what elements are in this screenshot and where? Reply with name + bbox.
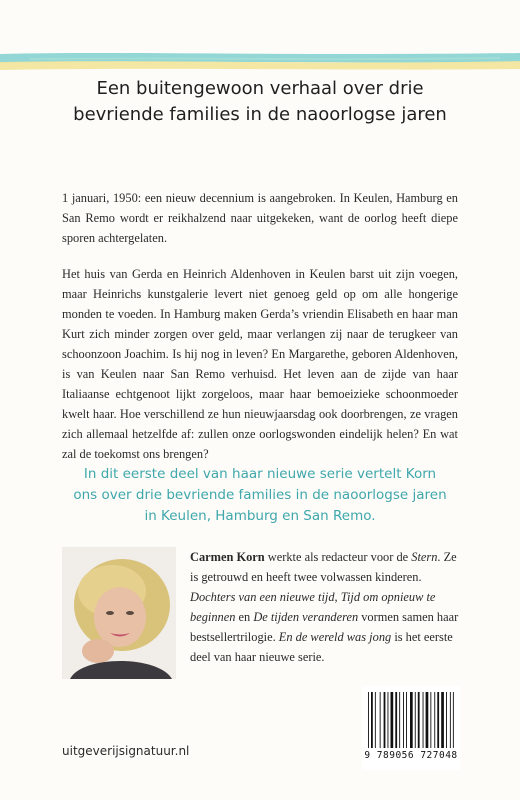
- book-title-1: Dochters van een nieuwe tijd: [190, 590, 335, 604]
- magazine-title: Stern: [411, 550, 438, 564]
- tagline: [40, 76, 480, 128]
- author-bio-text: . Ze is getrouwd en heeft twee volwassen kinderen.: [190, 550, 457, 584]
- book-title-2: Tijd om opnieuw te beginnen: [190, 590, 436, 624]
- barcode-bar: [437, 692, 439, 748]
- barcode-bar: [388, 692, 389, 748]
- book-title-4: En de wereld was jong: [278, 630, 392, 644]
- barcode-bar: [371, 692, 373, 748]
- callout-line-1: In dit eerste deel van haar nieuwe serie vertelt Korn: [83, 466, 437, 482]
- isbn-number: 9 789056 727048: [362, 750, 460, 761]
- barcode-bar: [375, 692, 376, 748]
- barcode-bar: [446, 692, 447, 748]
- barcode-bar: [434, 692, 435, 748]
- book-title-3: De tijden veranderen: [253, 610, 359, 624]
- author-name: Carmen Korn: [190, 550, 265, 564]
- barcode-bar: [403, 692, 404, 748]
- barcode-bar: [441, 692, 444, 748]
- barcode-bar: [423, 692, 424, 748]
- author-photo: [62, 547, 176, 679]
- blurb-paragraph-2: Het huis van Gerda en Heinrich Aldenhoven in Keulen barst uit zijn voegen, maar Heinrichs kunstgalerie levert niet genoeg geld op om alle hongerige monden te voeden. In Hamburg maken Gerda’s vriendin Elisabeth en haar man Kurt zich minder zorgen over geld, maar verlangen zij naar de terugkeer van schoonzoon Joachim. Is hij nog in leven? En Margarethe, geboren Aldenhoven, is van Keulen naar San Remo verhuisd. Het leven aan de zijde van haar Italiaanse echtgenoot lijkt zorgeloos, maar haar bemoeizieke schoonmoeder kwelt haar. Hoe verschillend ze hun nieuwjaarsdag ook doorbrengen, ze vragen zich allemaal hetzelfde af: zullen onze oorlogswonden eindelijk helen? En wat zal de toekomst ons brengen?: [62, 267, 458, 461]
- author-bio-text: werkte als redacteur voor de: [264, 550, 412, 564]
- publisher-url: uitgeverijsignatuur.nl: [62, 744, 190, 758]
- callout-quote: [40, 464, 480, 527]
- barcode-bar: [415, 692, 416, 748]
- tagline-line-2: bevriende families in de naoorlogse jaren: [73, 104, 447, 125]
- callout-line-3: in Keulen, Hamburg en San Remo.: [144, 508, 376, 524]
- barcode-bar: [450, 692, 451, 748]
- barcode-bar: [426, 692, 429, 748]
- callout-line-2: ons over drie bevriende families in de naoorlogse jaren: [73, 487, 447, 503]
- author-bio-text: ,: [334, 590, 341, 604]
- author-bio-text: vormen samen haar bestsellertrilogie.: [190, 610, 459, 644]
- barcode-bar: [399, 692, 400, 748]
- barcode-bar: [430, 692, 431, 748]
- barcode-bar: [418, 692, 420, 748]
- barcode-bar: [384, 692, 386, 748]
- barcode-bar: [380, 692, 381, 748]
- tagline-line-1: Een buitengewoon verhaal over drie: [96, 78, 424, 99]
- barcode-bar: [391, 692, 394, 748]
- barcode-bar: [368, 692, 369, 748]
- barcode-bar: [410, 692, 413, 748]
- author-bio-text: en: [235, 610, 254, 624]
- author-bio: [190, 547, 460, 667]
- brush-stroke-decoration: [0, 50, 520, 72]
- blurb-paragraph-1: 1 januari, 1950: een nieuw decennium is aangebroken. In Keulen, Hamburg en San Remo wordt er reikhalzend naar uitgekeken, want de oorlog heeft diepe sporen achtergelaten.: [62, 191, 458, 245]
- author-bio-text: is het eerste deel van haar nieuwe serie.: [190, 630, 453, 664]
- barcode-bar: [395, 692, 397, 748]
- barcode-bar: [453, 692, 454, 748]
- barcode-bar: [406, 692, 407, 748]
